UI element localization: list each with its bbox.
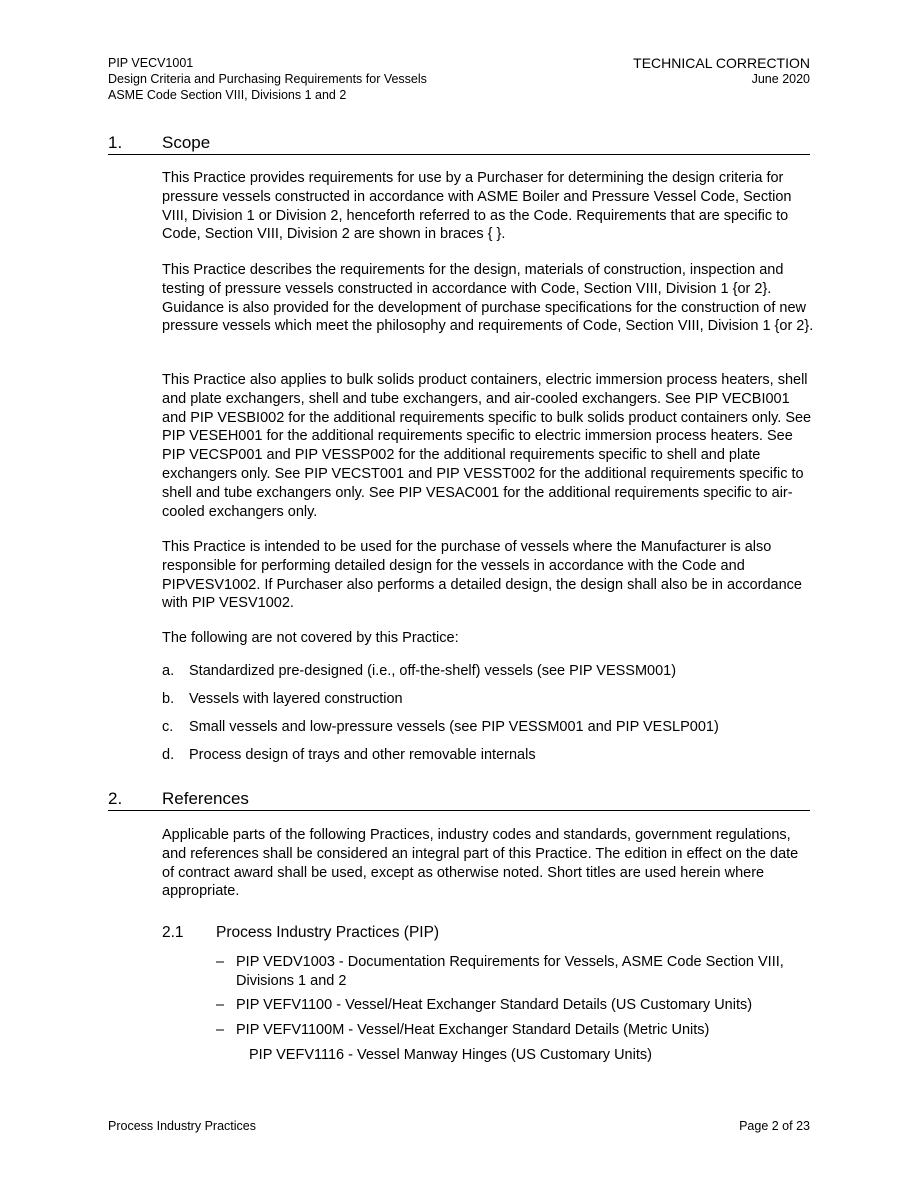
section-number: 1. bbox=[108, 133, 123, 152]
section-1-heading bbox=[108, 132, 810, 155]
page-header-right bbox=[633, 55, 810, 87]
reference-text: PIP VEFV1100 - Vessel/Heat Exchanger Standard Details (US Customary Units) bbox=[236, 997, 753, 1013]
section-2-heading bbox=[108, 788, 810, 811]
section-title: References bbox=[162, 789, 249, 808]
section-number: 2. bbox=[108, 789, 123, 808]
doc-subtitle: ASME Code Section VIII, Divisions 1 and 2 bbox=[108, 88, 347, 102]
scope-paragraph-1: This Practice provides requirements for use by a Purchaser for determining the design criteria for pressure vessels constructed in accordance with ASME Boiler and Pressure Vessel Code, Section VIII, Division 1 or Division 2, henceforth referred to as the Code. Requirements that are specific to Code, Section VIII, Division 2 are shown in braces { }. bbox=[162, 170, 792, 243]
reference-text: PIP VEFV1100M - Vessel/Heat Exchanger Standard Details (Metric Units) bbox=[236, 1022, 710, 1038]
reference-item bbox=[216, 953, 816, 991]
list-label: a. bbox=[162, 663, 175, 679]
scope-paragraph-5: The following are not covered by this Practice: bbox=[162, 630, 459, 646]
dash-bullet: – bbox=[216, 1022, 225, 1038]
dash-bullet: – bbox=[216, 954, 225, 970]
list-text: Vessels with layered construction bbox=[189, 691, 403, 707]
page-header-left bbox=[108, 55, 427, 103]
list-item bbox=[162, 662, 676, 681]
list-item bbox=[162, 746, 536, 765]
page-number: Page 2 of 23 bbox=[739, 1119, 810, 1133]
reference-item bbox=[249, 1046, 849, 1065]
references-intro: Applicable parts of the following Practices, industry codes and standards, government regulations, and references shall be considered an integral part of this Practice. The edition in effect on the date of contract award shall be used, except as otherwise noted. Short titles are used herein where appropriate. bbox=[162, 827, 799, 900]
list-item bbox=[162, 718, 719, 737]
doc-date: June 2020 bbox=[751, 72, 810, 86]
footer-left: Process Industry Practices bbox=[108, 1119, 256, 1133]
scope-paragraph-2: This Practice describes the requirements for the design, materials of construction, inspection and testing of pressure vessels constructed in accordance with Code, Section VIII, Division 1 {or 2}. Guidance is also provided for the development of purchase specifications for the construction of new pressure vessels which meet the philosophy and requirements of Code, Section VIII, Division 1 {or 2}. bbox=[162, 262, 814, 335]
doc-title: Design Criteria and Purchasing Requirements for Vessels bbox=[108, 72, 427, 86]
reference-text: PIP VEFV1116 - Vessel Manway Hinges (US Customary Units) bbox=[249, 1047, 652, 1063]
dash-bullet: – bbox=[216, 997, 225, 1013]
list-label: c. bbox=[162, 719, 174, 735]
reference-item bbox=[216, 1021, 816, 1040]
scope-paragraph-3: This Practice also applies to bulk solids product containers, electric immersion process heaters, shell and plate exchangers, shell and tube exchangers, and air-cooled exchangers. See PIP VECBI001 and PIP VESBI002 for the additional requirements specific to bulk solids product containers only. See PIP VESEH001 for the additional requirements specific to electric immersion process heaters. See PIP VECSP001 and PIP VESSP002 for the additional requirements specific to shell and plate exchangers only. See PIP VECST001 and PIP VESST002 for the additional requirements specific to shell and tube exchangers only. See PIP VESAC001 for the additional requirements specific to air-cooled exchangers only. bbox=[162, 372, 812, 520]
list-text: Small vessels and low-pressure vessels (see PIP VESSM001 and PIP VESLP001) bbox=[189, 719, 719, 735]
subsection-2-1-heading bbox=[162, 924, 439, 942]
list-label: b. bbox=[162, 691, 175, 707]
doc-status: TECHNICAL CORRECTION bbox=[633, 55, 810, 71]
reference-text-continued: Divisions 1 and 2 bbox=[236, 973, 347, 989]
subsection-number: 2.1 bbox=[162, 924, 184, 941]
list-label: d. bbox=[162, 747, 175, 763]
reference-text: PIP VEDV1003 - Documentation Requirements for Vessels, ASME Code Section VIII, bbox=[236, 954, 784, 970]
section-title: Scope bbox=[162, 133, 211, 152]
reference-item bbox=[216, 996, 816, 1015]
list-text: Standardized pre-designed (i.e., off-the-shelf) vessels (see PIP VESSM001) bbox=[189, 663, 677, 679]
list-text: Process design of trays and other removable internals bbox=[189, 747, 536, 763]
subsection-title: Process Industry Practices (PIP) bbox=[216, 924, 440, 941]
list-item bbox=[162, 690, 403, 709]
doc-id: PIP VECV1001 bbox=[108, 56, 194, 70]
scope-paragraph-4: This Practice is intended to be used for the purchase of vessels where the Manufacturer is also responsible for performing detailed design for the vessels in accordance with the Code and PIPVESV1002. If Purchaser also performs a detailed design, the design shall also be in accordance with PIP VESV1002. bbox=[162, 539, 802, 612]
